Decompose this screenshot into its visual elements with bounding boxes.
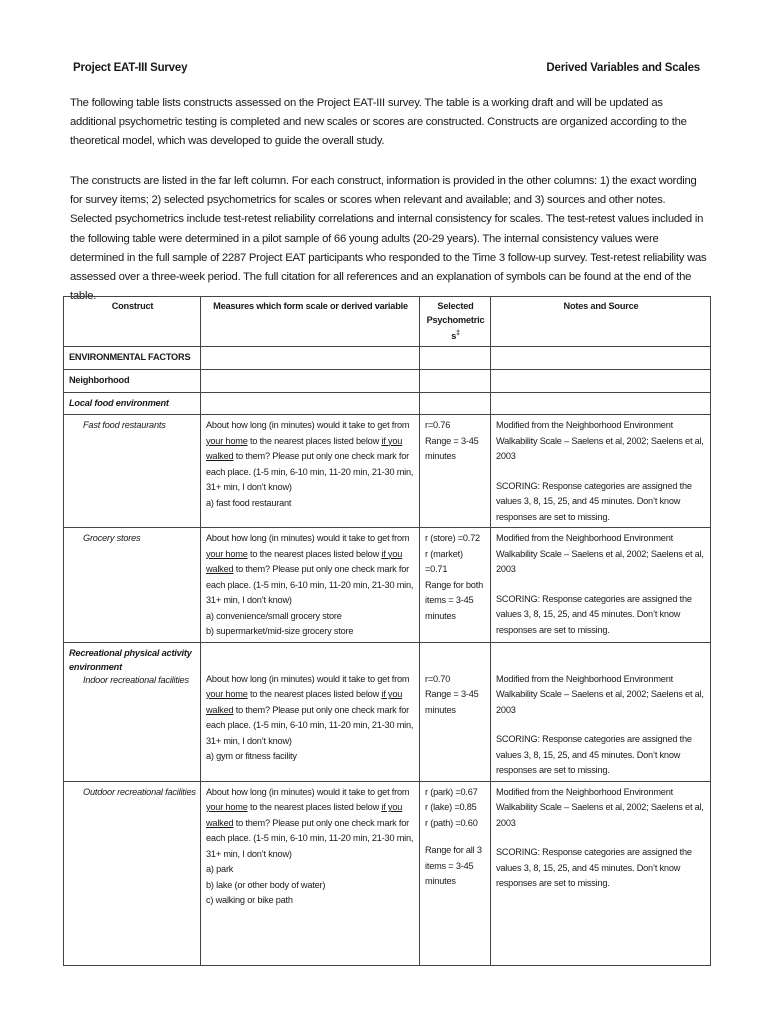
construct-cell bbox=[64, 781, 201, 965]
psych-value: r (park) =0.67 bbox=[425, 786, 478, 797]
notes-cell bbox=[491, 528, 711, 643]
scoring-note: SCORING: Response categories are assigned the values 3, 8, 15, 25, and 45 minutes. Don’t know responses are set to missing. bbox=[496, 734, 692, 776]
item: a) gym or fitness facility bbox=[206, 751, 297, 762]
measures-cell bbox=[201, 528, 420, 643]
psych-value: r=0.76 bbox=[425, 420, 451, 431]
item: b) lake (or other body of water) bbox=[206, 879, 326, 890]
group-label-recreation: Recreational physical activity environment bbox=[69, 647, 192, 672]
question-text: About how long (in minutes) would it take to get from your home to the nearest places listed below if you walked to them? Please put only one check mark for each place. (1-5 min, 6-10 min, 11-20 min, 21-30 min, 31+ min, I don’t know) bbox=[206, 420, 414, 493]
psych-value: r (lake) =0.85 bbox=[425, 802, 477, 813]
table-row bbox=[64, 528, 711, 643]
question-text: About how long (in minutes) would it take to get from your home to the nearest places listed below if you walked to them? Please put only one check mark for each place. (1-5 min, 6-10 min, 11-20 min, 21-30 min, 31+ min, I don’t know) bbox=[206, 673, 414, 746]
table-header-row bbox=[64, 297, 711, 347]
table-row bbox=[64, 781, 711, 965]
question-text: About how long (in minutes) would it take to get from your home to the nearest places listed below if you walked to them? Please put only one check mark for each place. (1-5 min, 6-10 min, 11-20 min, 21-30 min, 31+ min, I don’t know) bbox=[206, 786, 414, 859]
psych-value: r=0.70 bbox=[425, 673, 451, 684]
item: a) convenience/small grocery store bbox=[206, 610, 342, 621]
psych-value: r (path) =0.60 bbox=[425, 817, 478, 828]
psych-value: Range for both items = 3-45 minutes bbox=[425, 579, 483, 621]
subsection-row bbox=[64, 370, 711, 393]
section-label: ENVIRONMENTAL FACTORS bbox=[64, 347, 201, 370]
construct-name: Outdoor recreational facilities bbox=[83, 786, 196, 797]
psych-value: Range = 3-45 minutes bbox=[425, 435, 479, 462]
measures-cell bbox=[201, 642, 420, 781]
psych-value: Range = 3-45 minutes bbox=[425, 689, 479, 715]
header-construct: Construct bbox=[64, 297, 201, 347]
header-document-title: Derived Variables and Scales bbox=[546, 62, 700, 74]
group-row bbox=[64, 393, 711, 415]
item: c) walking or bike path bbox=[206, 895, 293, 906]
constructs-table bbox=[63, 296, 711, 966]
psychometrics-cell bbox=[420, 642, 491, 781]
source-note: Modified from the Neighborhood Environment Walkability Scale – Saelens et al, 2002; Saelens et al, 2003 bbox=[496, 533, 704, 575]
construct-name: Fast food restaurants bbox=[83, 420, 166, 431]
scoring-note: SCORING: Response categories are assigned the values 3, 8, 15, 25, and 45 minutes. Don’t know responses are set to missing. bbox=[496, 593, 692, 635]
item: a) park bbox=[206, 864, 234, 875]
question-text: About how long (in minutes) would it take to get from your home to the nearest places listed below if you walked to them? Please put only one check mark for each place. (1-5 min, 6-10 min, 11-20 min, 21-30 min, 31+ min, I don’t know) bbox=[206, 533, 414, 606]
construct-name: Grocery stores bbox=[83, 533, 141, 544]
psychometrics-cell bbox=[420, 781, 491, 965]
intro-paragraph-2: The constructs are listed in the far left column. For each construct, information is provided in the other columns: 1) the exact wording for survey items; 2) selected psychometrics for scales or scores when relevant and available; and 3) sources and other notes. Selected psychometrics include test-retest reliability correlations and internal consistency for scales. The test-retest values included in the following table were determined in a pilot sample of 66 young adults (20-29 years). The internal consistency values were determined in the full sample of 2287 Project EAT participants who responded to the Time 3 follow-up survey. Test-retest reliability was assessed over a three-week period. The full citation for all references and an explanation of symbols can be found at the end of the table. bbox=[70, 175, 707, 303]
table-row bbox=[64, 415, 711, 528]
group-label-food: Local food environment bbox=[64, 393, 201, 415]
construct-cell bbox=[64, 528, 201, 643]
construct-cell bbox=[64, 415, 201, 528]
item: b) supermarket/mid-size grocery store bbox=[206, 626, 354, 637]
source-note: Modified from the Neighborhood Environment Walkability Scale – Saelens et al, 2002; Saelens et al, 2003 bbox=[496, 786, 704, 828]
measures-cell bbox=[201, 415, 420, 528]
psych-value: r (store) =0.72 bbox=[425, 533, 480, 544]
notes-cell bbox=[491, 642, 711, 781]
construct-name: Indoor recreational facilities bbox=[83, 674, 189, 685]
table-row bbox=[64, 642, 711, 781]
scoring-note: SCORING: Response categories are assigned the values 3, 8, 15, 25, and 45 minutes. Don’t know responses are set to missing. bbox=[496, 480, 692, 522]
header-survey-name: Project EAT-III Survey bbox=[73, 62, 188, 74]
psychometrics-cell bbox=[420, 415, 491, 528]
section-row bbox=[64, 347, 711, 370]
intro-paragraph-1: The following table lists constructs assessed on the Project EAT-III survey. The table is a working draft and will be updated as additional psychometric testing is completed and new scales or scores are constructed. Constructs are organized according to the theoretical model, which was developed to guide the overall study. bbox=[70, 97, 687, 148]
source-note: Modified from the Neighborhood Environment Walkability Scale – Saelens et al, 2002; Saelens et al, 2003 bbox=[496, 673, 704, 715]
notes-cell bbox=[491, 415, 711, 528]
construct-cell bbox=[64, 642, 201, 781]
notes-cell bbox=[491, 781, 711, 965]
measures-cell bbox=[201, 781, 420, 965]
item: a) fast food restaurant bbox=[206, 497, 292, 508]
subsection-label: Neighborhood bbox=[64, 370, 201, 393]
header-psychometrics-label: Selected Psychometrics bbox=[426, 301, 485, 342]
header-psychometrics bbox=[420, 297, 491, 347]
source-note: Modified from the Neighborhood Environment Walkability Scale – Saelens et al, 2002; Saelens et al, 2003 bbox=[496, 420, 704, 462]
psych-value: Range for all 3 items = 3-45 minutes bbox=[425, 845, 482, 887]
psychometrics-cell bbox=[420, 528, 491, 643]
double-dagger-mark: ‡ bbox=[456, 330, 460, 337]
psych-value: r (market) =0.71 bbox=[425, 548, 463, 575]
header-measures: Measures which form scale or derived variable bbox=[201, 297, 420, 347]
scoring-note: SCORING: Response categories are assigned the values 3, 8, 15, 25, and 45 minutes. Don’t know responses are set to missing. bbox=[496, 847, 692, 889]
header-notes: Notes and Source bbox=[491, 297, 711, 347]
